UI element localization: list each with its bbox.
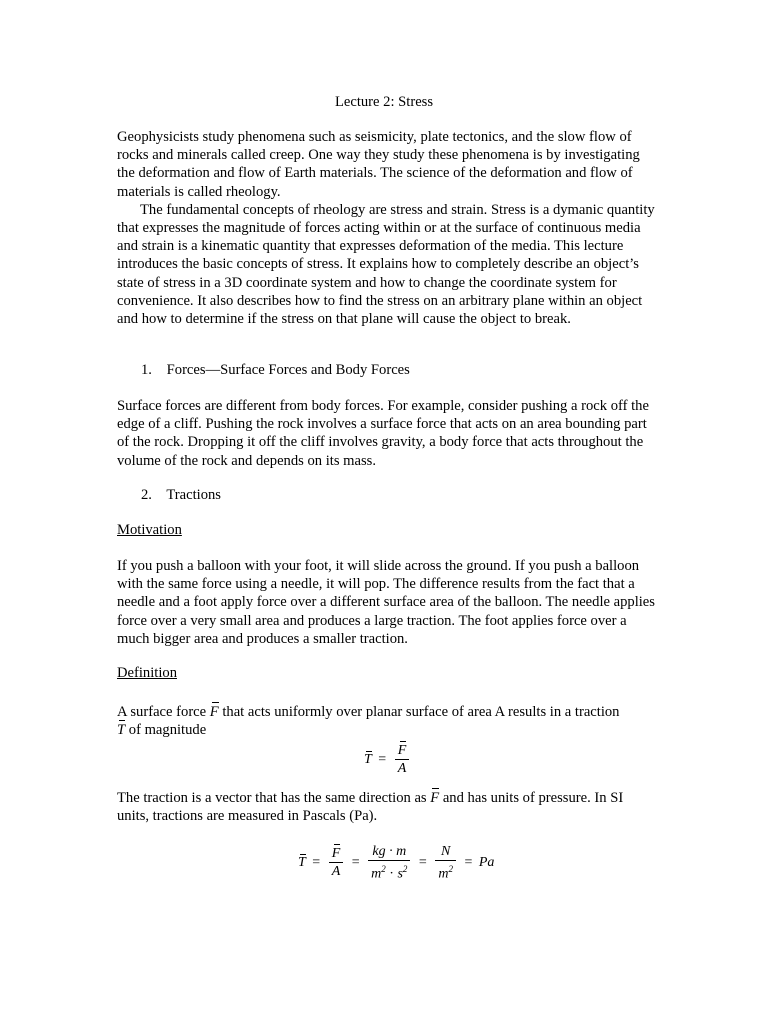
- section-1-body: Surface forces are different from body forces. For example, consider pushing a rock off the edge of a cliff. Pushing the rock involves a surface force that acts on an area bounding part of the rock. Dropping it off the cliff involves gravity, a body force that acts throughout the volume of the rock and depends on its mass.: [117, 398, 649, 469]
- motivation-body: If you push a balloon with your foot, it will slide across the ground. If you push a balloon with the same force using a needle, it will pop. The difference results from the fact that a needle and a foot apply force over a different surface area of the balloon. The needle applies force over a very small area and produces a large traction. The foot applies force over a much bigger area and produces a smaller traction.: [117, 558, 655, 647]
- section-2-number: 2.: [141, 487, 152, 503]
- section-2-title: Tractions: [166, 487, 221, 503]
- section-1-number: 1.: [141, 362, 152, 378]
- motivation-heading: Motivation: [117, 522, 182, 538]
- definition-heading: Definition: [117, 665, 177, 681]
- traction-fraction: $\frac{F}{A}$: [395, 742, 410, 777]
- units-equation: T = $\frac{F}{A}$ = $\frac{kg \cdot m}{m^2 \cdot s^2}$ = $\frac{N}{m^2}$ = Pa: [298, 844, 495, 882]
- section-2-heading: [141, 486, 221, 504]
- definition-body: A surface force F that acts uniformly over planar surface of area A results in a traction T of magnitude: [117, 704, 620, 739]
- traction-equation: T = $\frac{F}{A}$: [364, 742, 411, 777]
- traction-description: The traction is a vector that has the same direction as F and has units of pressure. In SI units, tractions are measured in Pascals (Pa).: [117, 790, 624, 825]
- section-1-title: Forces—Surface Forces and Body Forces: [166, 362, 410, 378]
- intro-paragraph-2: The fundamental concepts of rheology are stress and strain. Stress is a dymanic quantity that expresses the magnitude of forces acting within or at the surface of continuous media and strain is a kinematic quantity that expresses deformation of the media. This lecture introduces the basic concepts of stress. It explains how to completely describe an object’s state of stress in a 3D coordinate system and how to change the coordinate system for convenience. It also describes how to find the stress on an arbitrary plane within an object and how to determine if the stress on that plane will cause the object to break.: [117, 201, 655, 328]
- traction-vector-symbol: T: [117, 722, 126, 739]
- intro-section: [117, 128, 657, 328]
- intro-paragraph-1: Geophysicists study phenomena such as seismicity, plate tectonics, and the slow flow of rocks and minerals called creep. One way they study these phenomena is by investigating the deformation and flow of Earth materials. The science of the deformation and flow of materials is called rheology.: [117, 129, 640, 200]
- page-title: Lecture 2: Stress: [334, 94, 434, 110]
- section-1-heading: [141, 361, 410, 379]
- force-vector-symbol: F: [209, 704, 219, 720]
